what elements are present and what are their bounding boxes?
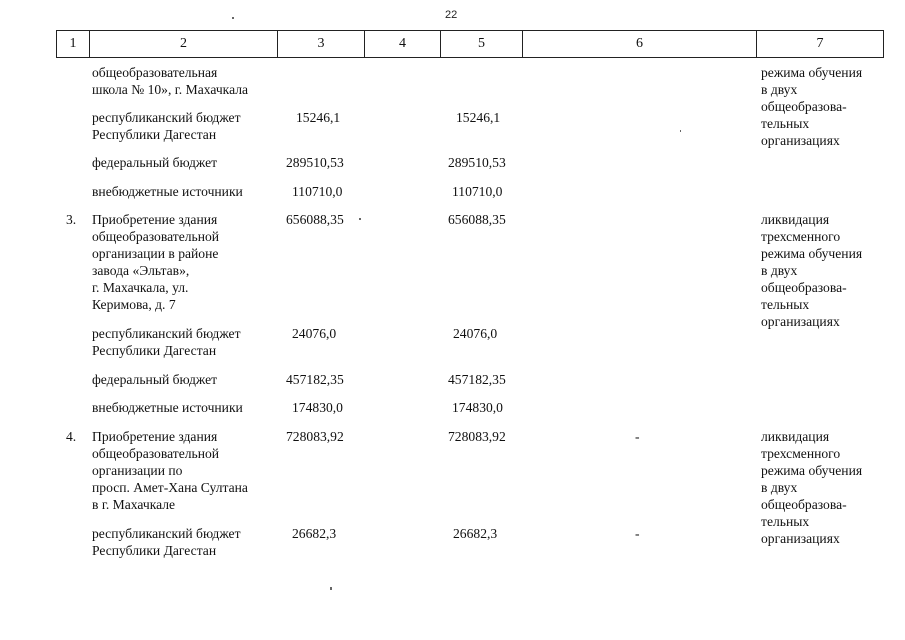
page-number: 22 [445,9,458,21]
row-col3: 728083,92 [286,429,344,444]
row-name: федеральный бюджет [92,155,218,170]
row-name: внебюджетные источники [92,184,243,199]
row-col3: 289510,53 [286,155,344,170]
header-col-2: 2 [90,31,278,57]
row-col5: 728083,92 [448,429,506,444]
header-col-5: 5 [441,31,523,57]
scan-speck [680,130,681,132]
row-col3: 24076,0 [292,326,337,341]
row-col6: - [635,429,640,444]
row-name: внебюджетные источники [92,400,243,415]
row-col5: 656088,35 [448,212,506,227]
row-name: республиканский бюджет Республики Дагестан [92,110,241,142]
row-name: Приобретение здания общеобразовательной организации в районе завода «Эльтав», г. Махачкала, ул. Керимова, д. 7 [92,212,220,312]
row-number: 3. [66,212,77,227]
row-result: ликвидация трехсменного режима обучения в двух общеобразова- тельных организациях [761,429,863,546]
row-col5: 15246,1 [456,110,501,125]
row-col6: - [635,526,640,541]
scan-speck [359,218,361,220]
row-name: общеобразовательная школа № 10», г. Махачкала [92,65,249,97]
row-name: республиканский бюджет Республики Дагестан [92,526,241,558]
scan-speck [330,587,332,590]
header-col-3: 3 [278,31,365,57]
row-col5: 457182,35 [448,372,506,387]
row-col3: 174830,0 [292,400,343,415]
header-col-1: 1 [57,31,90,57]
row-result: ликвидация трехсменного режима обучения в двух общеобразова- тельных организациях [761,212,863,329]
row-result: режима обучения в двух общеобразова- тельных организациях [761,65,863,148]
row-col3: 457182,35 [286,372,344,387]
row-col3: 656088,35 [286,212,344,227]
scan-speck [232,17,234,19]
row-name: Приобретение здания общеобразовательной организации по просп. Амет-Хана Султана в г. Махачкале [92,429,248,512]
row-col5: 110710,0 [452,184,503,199]
row-col3: 26682,3 [292,526,337,541]
row-col3: 15246,1 [296,110,341,125]
row-col3: 110710,0 [292,184,343,199]
row-number: 4. [66,429,77,444]
row-col5: 289510,53 [448,155,506,170]
row-col5: 24076,0 [453,326,498,341]
row-name: федеральный бюджет [92,372,218,387]
table-header [56,30,884,58]
row-name: республиканский бюджет Республики Дагестан [92,326,241,358]
row-col5: 26682,3 [453,526,498,541]
header-col-7: 7 [816,36,824,51]
header-col-4: 4 [365,31,441,57]
header-col-6: 6 [523,31,757,57]
row-col5: 174830,0 [452,400,503,415]
